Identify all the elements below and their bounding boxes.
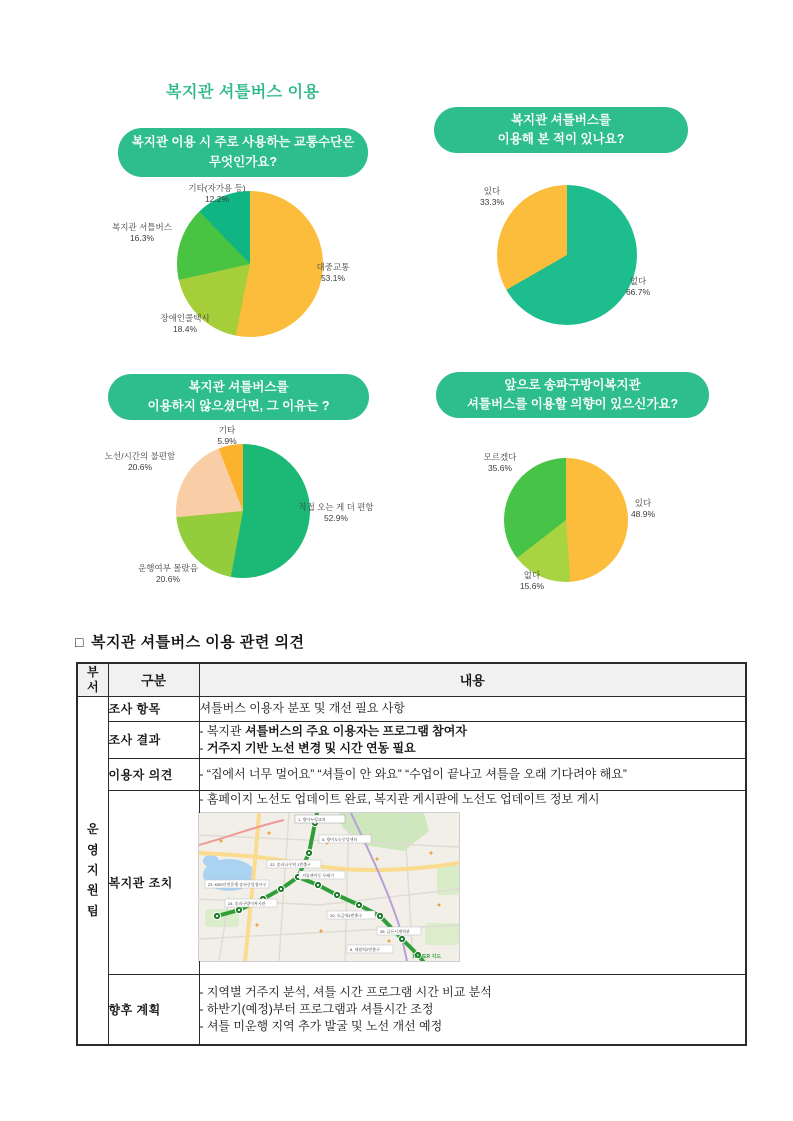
opinion-table <box>76 662 747 1046</box>
shuttle-route-map <box>198 812 460 962</box>
table-row <box>77 974 746 1045</box>
banner-line: 복지관 이용 시 주로 사용하는 교통수단은 <box>131 135 355 150</box>
dept-cell <box>77 696 108 1045</box>
row-category: 향후 계획 <box>108 974 199 1045</box>
row-category: 조사 항목 <box>108 696 199 721</box>
banner-line: 복지관 셔틀버스를 <box>510 112 612 127</box>
map-stop-label: 35. 금든시계역관 <box>379 928 410 934</box>
pie-label: 모르겠다 35.6% <box>483 451 517 473</box>
table-header-row <box>77 663 746 696</box>
banner-line: 무엇인가요? <box>208 154 277 169</box>
question-banner-3 <box>108 374 369 420</box>
table-row <box>77 696 746 721</box>
question-banner-1 <box>118 128 368 177</box>
map-stop-label: 23. KBS안전운행 송파중앙청사구 <box>207 881 266 887</box>
header-category: 구분 <box>108 663 199 696</box>
banner-line: 셔틀버스를 이용할 의향이 있으신가요? <box>466 397 679 411</box>
pie-label: 없다 15.6% <box>519 569 545 591</box>
pie-label: 대중교통 53.1% <box>316 261 350 283</box>
map-stop-label: 1. 방이누렁교차 <box>297 816 326 822</box>
map-stop-label: 24. 송파구방이복지관 <box>227 900 266 906</box>
map-attribution: NAVER 지도 <box>412 953 441 960</box>
row-content: 셔틀버스 이용자 분포 및 개선 필요 사항 <box>199 696 746 721</box>
map-stop-label: 20. 오금역4번출구 <box>329 912 362 918</box>
map-canvas <box>199 813 459 961</box>
pie-label: 기타 5.9% <box>217 424 237 446</box>
pie-label: 직접 오는 게 더 편함 52.9% <box>298 501 374 523</box>
question-banner-2 <box>434 107 688 153</box>
row-content: - 지역별 거주지 분석, 셔틀 시간 프로그램 시간 비교 분석 - 하반기(예정)부터 프로그램과 셔틀시간 조정 - 셔틀 미운행 지역 추가 발굴 및 노선 개선 예정 <box>199 974 746 1045</box>
section-title-text: 복지관 셔틀버스 이용 관련 의견 <box>90 634 305 651</box>
pie-label: 장애인콜택시 18.4% <box>160 312 210 334</box>
banner-line: 복지관 셔틀버스를 <box>188 379 289 394</box>
map-stop-label: 6. 세월역2번출구 <box>349 946 380 952</box>
section-bullet-icon: □ <box>75 634 84 650</box>
map-stop-label: 22. 송파나무역 1번출구 <box>269 861 311 867</box>
pie-label: 없다 66.7% <box>625 275 651 297</box>
pie-label: 기타(자가용 등) 12.2% <box>188 182 246 204</box>
map-stop-label: 셔틀랜이동 두레기 <box>301 872 334 878</box>
dept-name: 운영지원팀 <box>86 822 99 918</box>
page-title: 복지관 셔틀버스 이용 <box>166 84 320 101</box>
table-row <box>77 721 746 758</box>
banner-line: 이용해 본 적이 있나요? <box>497 132 625 146</box>
banner-line: 이용하지 않으셨다면, 그 이유는 ? <box>147 399 330 413</box>
map-stop-label: 5. 방이도농중앙센터 <box>321 836 357 842</box>
row-category: 복지관 조치 <box>108 790 199 974</box>
pie-chart-future-intent <box>504 458 628 582</box>
header-dept: 부서 <box>77 663 108 696</box>
pie-label: 있다 33.3% <box>479 185 505 207</box>
pie-label: 운행여부 몰랐음 20.6% <box>138 562 198 584</box>
row-category: 조사 결과 <box>108 721 199 758</box>
banner-line: 앞으로 송파구방이복지관 <box>504 377 641 392</box>
header-content: 내용 <box>199 663 746 696</box>
pie-chart-ever-used <box>497 185 637 325</box>
question-banner-4 <box>436 372 709 418</box>
section-title <box>75 631 305 652</box>
pie-label: 있다 48.9% <box>630 497 656 519</box>
row-content: - “집에서 너무 멀어요” “셔틀이 안 와요” “수업이 끝나고 셔틀을 오래 기다려야 해요” <box>199 758 746 790</box>
table-row <box>77 790 746 974</box>
table-row <box>77 758 746 790</box>
pie-label: 노선/시간의 불편함 20.6% <box>104 450 176 472</box>
opinion-table-wrap <box>76 662 747 1046</box>
row-category: 이용자 의견 <box>108 758 199 790</box>
row-content: - 복지관 셔틀버스의 주요 이용자는 프로그램 참여자 - 거주지 기반 노선 변경 및 시간 연동 필요 <box>199 721 746 758</box>
pie-chart-reason-not-used <box>176 444 310 578</box>
row-content: - 홈페이지 노선도 업데이트 완료, 복지관 게시판에 노선도 업데이트 정보 게시 1. 방이누렁교차 5. 방이도농중앙센터 22. 송파나무역 1번출구 셔틀랜이동 두레기 23. KBS안전운행 송파중앙청사구 24. 송파구방이복지관 20. 오금역4번출구 35. 금든시계역관 6. 세월역2번출구 NAVER 지도 <box>199 790 746 974</box>
pie-label: 복지관 셔틀버스 16.3% <box>112 221 172 243</box>
